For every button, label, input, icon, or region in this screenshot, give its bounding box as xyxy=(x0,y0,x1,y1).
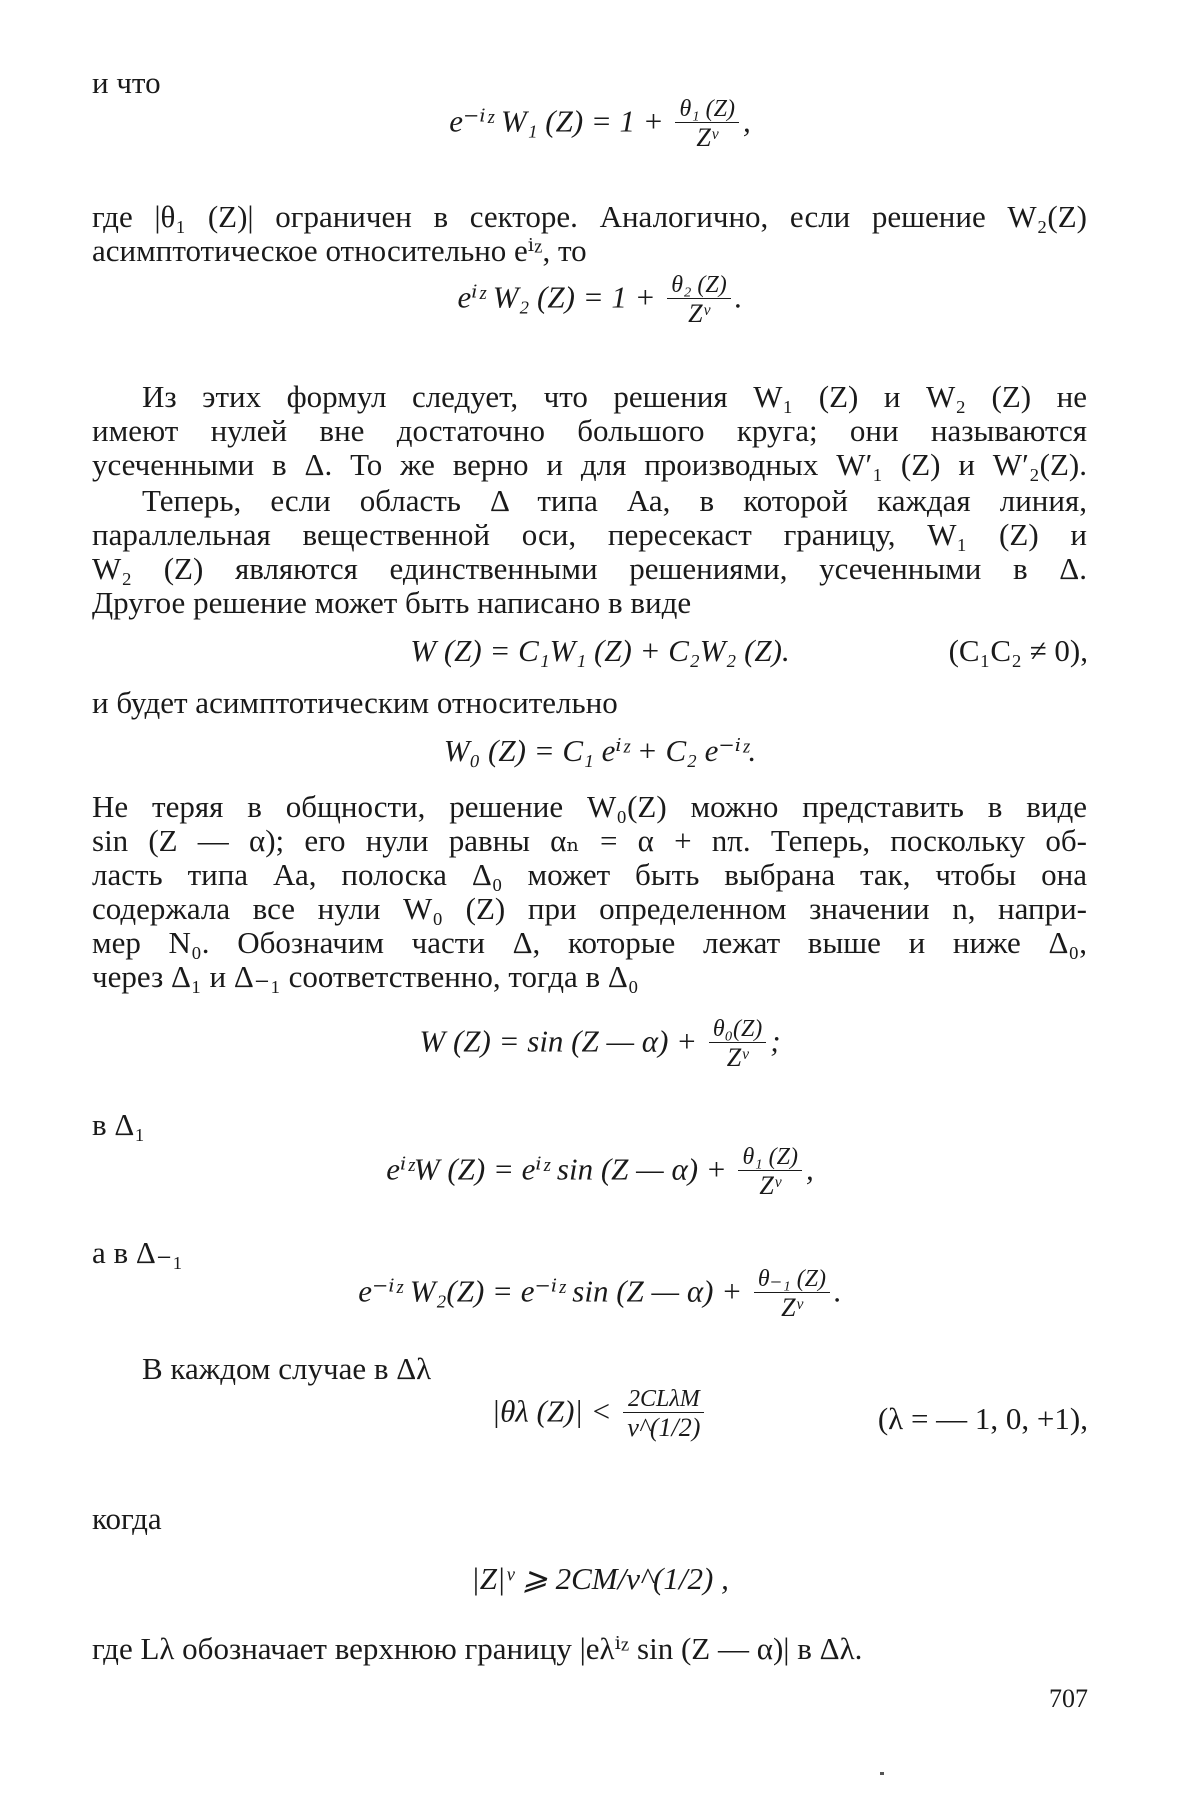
denominator: Zᵛ xyxy=(754,1292,830,1323)
equation-punct: ; xyxy=(770,1023,781,1059)
paragraph-line: Другое решение может быть написано в виде xyxy=(92,585,692,620)
equation-lhs: |θλ (Z)| < xyxy=(491,1393,612,1429)
equation-lhs: e⁻ⁱᶻ W₁ (Z) = 1 + xyxy=(449,103,664,139)
equation-7 xyxy=(0,1266,1200,1323)
paragraph-line: через Δ₁ и Δ₋₁ соответственно, тогда в Δ₀ xyxy=(92,959,639,994)
numerator: θ₀(Z) xyxy=(712,1016,763,1042)
equation-lhs: eⁱᶻW (Z) = eⁱᶻ sin (Z — α) + xyxy=(386,1151,727,1187)
equation-6 xyxy=(0,1144,1200,1201)
scan-speck xyxy=(880,1772,884,1775)
numerator: θ₂ (Z) xyxy=(671,272,727,298)
equation-2 xyxy=(0,272,1200,329)
equation-lhs: e⁻ⁱᶻ W₂(Z) = e⁻ⁱᶻ sin (Z — α) + xyxy=(358,1273,743,1309)
denominator: ν^(1/2) xyxy=(623,1412,704,1443)
text-line: и будет асимптотическим относительно xyxy=(92,685,618,720)
paragraph-line: содержала все нули W₀ (Z) при определенном значении n, напри- xyxy=(92,891,1087,926)
equation-lhs: W (Z) = sin (Z — α) + xyxy=(419,1023,698,1059)
paragraph-line: ласть типа Аа, полоска Δ₀ может быть выбрана так, чтобы она xyxy=(92,857,1087,892)
paragraph-line: Теперь, если область Δ типа Аа, в которой каждая линия, xyxy=(142,483,1087,518)
numerator: θ₁ (Z) xyxy=(742,1144,798,1170)
fraction xyxy=(738,1144,801,1201)
equation-4 xyxy=(0,734,1200,768)
text-line: где Lλ обозначает верхнюю границу |eλⁱᶻ sin (Z — α)| в Δλ. xyxy=(92,1631,863,1666)
text-line: в Δ₁ xyxy=(92,1107,146,1142)
fraction xyxy=(709,1016,766,1073)
text-line: В каждом случае в Δλ xyxy=(142,1351,432,1386)
paragraph-line: sin (Z — α); его нули равны αₙ = α + nπ. Теперь, поскольку об- xyxy=(92,823,1087,858)
denominator: Zᵛ xyxy=(709,1042,766,1073)
paragraph-line: усеченными в Δ. То же верно и для производных W′₁ (Z) и W′₂(Z). xyxy=(92,447,1087,482)
paragraph-line: мер N₀. Обозначим части Δ, которые лежат выше и ниже Δ₀, xyxy=(92,925,1087,960)
equation-punct: , xyxy=(742,103,751,139)
equation-condition: (C₁C₂ ≠ 0), xyxy=(948,633,1088,668)
numerator: 2CLλM xyxy=(628,1386,700,1412)
denominator: Zᵛ xyxy=(675,122,738,153)
equation-body: W₀ (Z) = C₁ eⁱᶻ + C₂ e⁻ⁱᶻ. xyxy=(443,733,757,768)
fraction xyxy=(675,96,738,153)
equation-body: |Z|ᵛ ⩾ 2CM/ν^(1/2) , xyxy=(471,1561,729,1596)
equation-punct: . xyxy=(834,1273,842,1309)
text-line: где |θ₁ (Z)| ограничен в секторе. Аналогично, если решение W₂(Z) xyxy=(92,199,1087,234)
page-number: 707 xyxy=(1049,1684,1088,1713)
equation-condition: (λ = — 1, 0, +1), xyxy=(877,1401,1088,1436)
numerator: θ₋₁ (Z) xyxy=(757,1266,827,1292)
equation-body: W (Z) = C₁W₁ (Z) + C₂W₂ (Z). xyxy=(410,633,790,668)
equation-3 xyxy=(0,634,1200,668)
paragraph-line: W₂ (Z) являются единственными решениями, усеченными в Δ. xyxy=(92,551,1087,586)
text-line: асимптотическое относительно eⁱᶻ, то xyxy=(92,233,587,268)
equation-8 xyxy=(0,1386,1200,1443)
text-line: когда xyxy=(92,1501,162,1536)
denominator: Zᵛ xyxy=(738,1170,801,1201)
numerator: θ₁ (Z) xyxy=(679,96,735,122)
paragraph-line: параллельная вещественной оси, пересекаст границу, W₁ (Z) и xyxy=(92,517,1087,552)
denominator: Zᵛ xyxy=(667,298,730,329)
paragraph-line: имеют нулей вне достаточно большого круга; они называются xyxy=(92,413,1087,448)
paragraph-line: Из этих формул следует, что решения W₁ (Z) и W₂ (Z) не xyxy=(142,379,1087,414)
equation-5 xyxy=(0,1016,1200,1073)
equation-punct: . xyxy=(734,279,743,315)
equation-9 xyxy=(0,1562,1200,1596)
fraction xyxy=(623,1386,704,1443)
fraction xyxy=(667,272,730,329)
equation-punct: , xyxy=(805,1151,814,1187)
equation-lhs: eⁱᶻ W₂ (Z) = 1 + xyxy=(457,279,656,315)
text-line: и что xyxy=(92,65,161,100)
equation-1 xyxy=(0,96,1200,153)
fraction xyxy=(754,1266,830,1323)
text-line: а в Δ₋₁ xyxy=(92,1235,184,1270)
paragraph-line: Не теряя в общности, решение W₀(Z) можно представить в виде xyxy=(92,789,1087,824)
